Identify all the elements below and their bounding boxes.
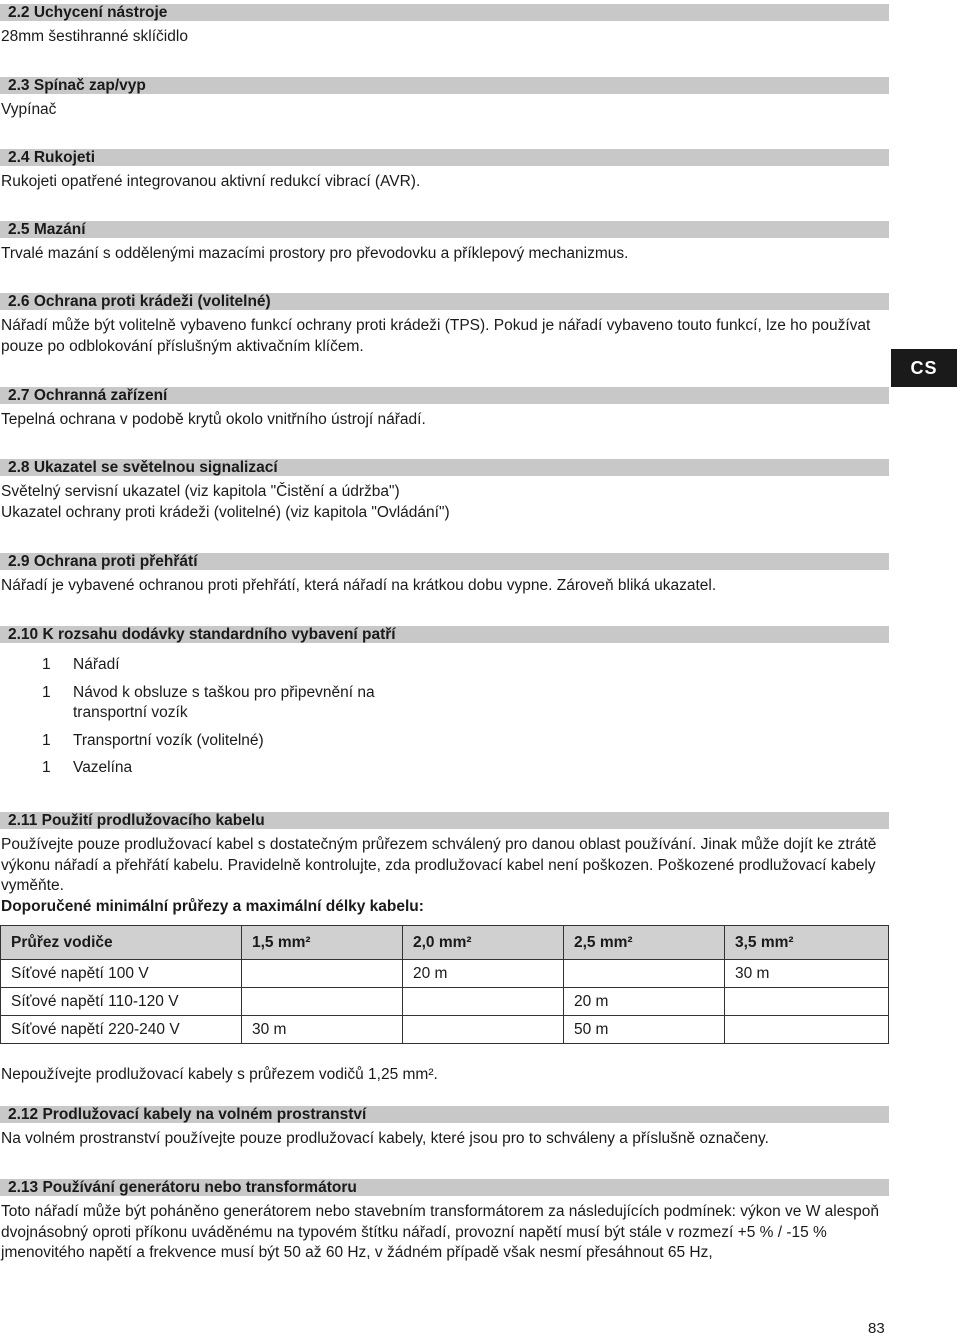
section-text: Toto nářadí může být poháněno generátorem nebo stavebním transformátorem za následujících podmínek: výkon ve W alespoň dvojnásobný oproti příkonu uváděnému na typovém štítku nářadí, provozní napětí musí být stále v rozmezí +5 % / -15 % jmenovitého napětí a frekvence musí být 50 až 60 Hz, v žádném případě však nesmí přesáhnout 65 Hz, [1,1203,879,1261]
section-2-11 [0,812,890,917]
table-cell: 20 m [403,960,564,988]
section-2-12 [0,1106,890,1150]
header-cell: 2,5 mm² [564,926,725,960]
list-item [0,655,890,676]
list-item [0,683,890,724]
cable-note: Nepoužívejte prodlužovací kabely s průřezem vodičů 1,25 mm². [1,1066,438,1083]
header-cell: 1,5 mm² [242,926,403,960]
section-2-13 [0,1179,890,1264]
table-cell [403,988,564,1016]
table-row [1,960,889,988]
table-row [1,988,889,1016]
section-heading: 2.9 Ochrana proti přehřátí [0,553,889,570]
section-2-9 [0,553,890,597]
table-cell [725,988,889,1016]
section-2-6 [0,293,890,357]
section-text: Na volném prostranství používejte pouze prodlužovací kabely, které jsou pro to schváleny a příslušně označeny. [1,1130,769,1147]
table-cell: Síťové napětí 220-240 V [1,1016,242,1044]
section-2-3 [0,77,890,121]
cable-note-block [0,1059,890,1086]
section-text: Tepelná ochrana v podobě krytů okolo vnitřního ústrojí nářadí. [1,411,426,428]
section-text: Vypínač [1,101,57,118]
item-qty: 1 [42,656,51,673]
table-cell: 20 m [564,988,725,1016]
section-text: Nářadí může být volitelně vybaveno funkcí ochrany proti krádeži (TPS). Pokud je nářadí vybaveno touto funkcí, lze ho používat pouze po odblokování příslušným aktivačním klíčem. [1,317,871,355]
section-heading: 2.6 Ochrana proti krádeži (volitelné) [0,293,889,310]
page-number: 83 [868,1320,885,1337]
table-cell [403,1016,564,1044]
section-text: Světelný servisní ukazatel (viz kapitola "Čistění a údržba") [1,483,400,500]
table-header-row [1,926,889,960]
section-2-4 [0,149,890,193]
section-heading: 2.13 Používání generátoru nebo transformátoru [0,1179,889,1196]
item-name: Transportní vozík (volitelné) [73,731,264,749]
header-cell: 3,5 mm² [725,926,889,960]
table-cell: 30 m [725,960,889,988]
table-row [1,1016,889,1044]
header-cell: 2,0 mm² [403,926,564,960]
section-heading: 2.8 Ukazatel se světelnou signalizací [0,459,889,476]
delivery-list [0,655,890,779]
table-cell: Síťové napětí 110-120 V [1,988,242,1016]
section-heading: 2.4 Rukojeti [0,149,889,166]
item-qty: 1 [42,683,51,701]
section-text: Trvalé mazání s oddělenými mazacími prostory pro převodovku a příklepový mechanizmus. [1,245,629,262]
section-text: Používejte pouze prodlužovací kabel s dostatečným průřezem schválený pro danou oblast používání. Jinak může dojít ke ztrátě výkonu nářadí a přehřátí kabelu. Pravidelně kontrolujte, zda prodlužovací kabel není poškozen. Poškozené prodlužovací kabely vyměňte. [1,836,877,894]
table-cell: Síťové napětí 100 V [1,960,242,988]
item-name: Vazelína [73,759,133,776]
item-qty: 1 [42,731,51,749]
item-name: Nářadí [73,656,120,673]
table-cell [564,960,725,988]
table-cell [725,1016,889,1044]
section-text: Rukojeti opatřené integrovanou aktivní redukcí vibrací (AVR). [1,173,421,190]
cable-table [0,925,889,1044]
section-2-8 [0,459,890,523]
section-2-10 [0,626,890,786]
table-cell: 30 m [242,1016,403,1044]
table-cell [242,960,403,988]
section-heading: 2.10 K rozsahu dodávky standardního vybavení patří [0,626,889,643]
list-item [0,731,890,752]
section-heading: 2.2 Uchycení nástroje [0,4,889,21]
table-cell: 50 m [564,1016,725,1044]
section-2-5 [0,221,890,265]
item-qty: 1 [42,759,51,776]
section-heading: 2.11 Použití prodlužovacího kabelu [0,812,889,829]
section-heading: 2.7 Ochranná zařízení [0,387,889,404]
table-caption: Doporučené minimální průřezy a maximální délky kabelu: [1,897,424,915]
list-item [0,758,890,779]
table-cell [242,988,403,1016]
section-text: Ukazatel ochrany proti krádeži (volitelné) (viz kapitola "Ovládání") [1,503,450,521]
section-text: Nářadí je vybavené ochranou proti přehřátí, která nářadí na krátkou dobu vypne. Zároveň bliká ukazatel. [1,577,717,594]
section-2-2 [0,4,890,48]
language-tab: CS [891,349,957,387]
section-heading: 2.3 Spínač zap/vyp [0,77,889,94]
section-2-7 [0,387,890,431]
item-name: Návod k obsluze s taškou pro připevnění na transportní vozík [73,683,375,721]
section-heading: 2.12 Prodlužovací kabely na volném prostranství [0,1106,889,1123]
header-cell: Průřez vodiče [1,926,242,960]
section-heading: 2.5 Mazání [0,221,889,238]
section-text: 28mm šestihranné sklíčidlo [1,28,188,45]
